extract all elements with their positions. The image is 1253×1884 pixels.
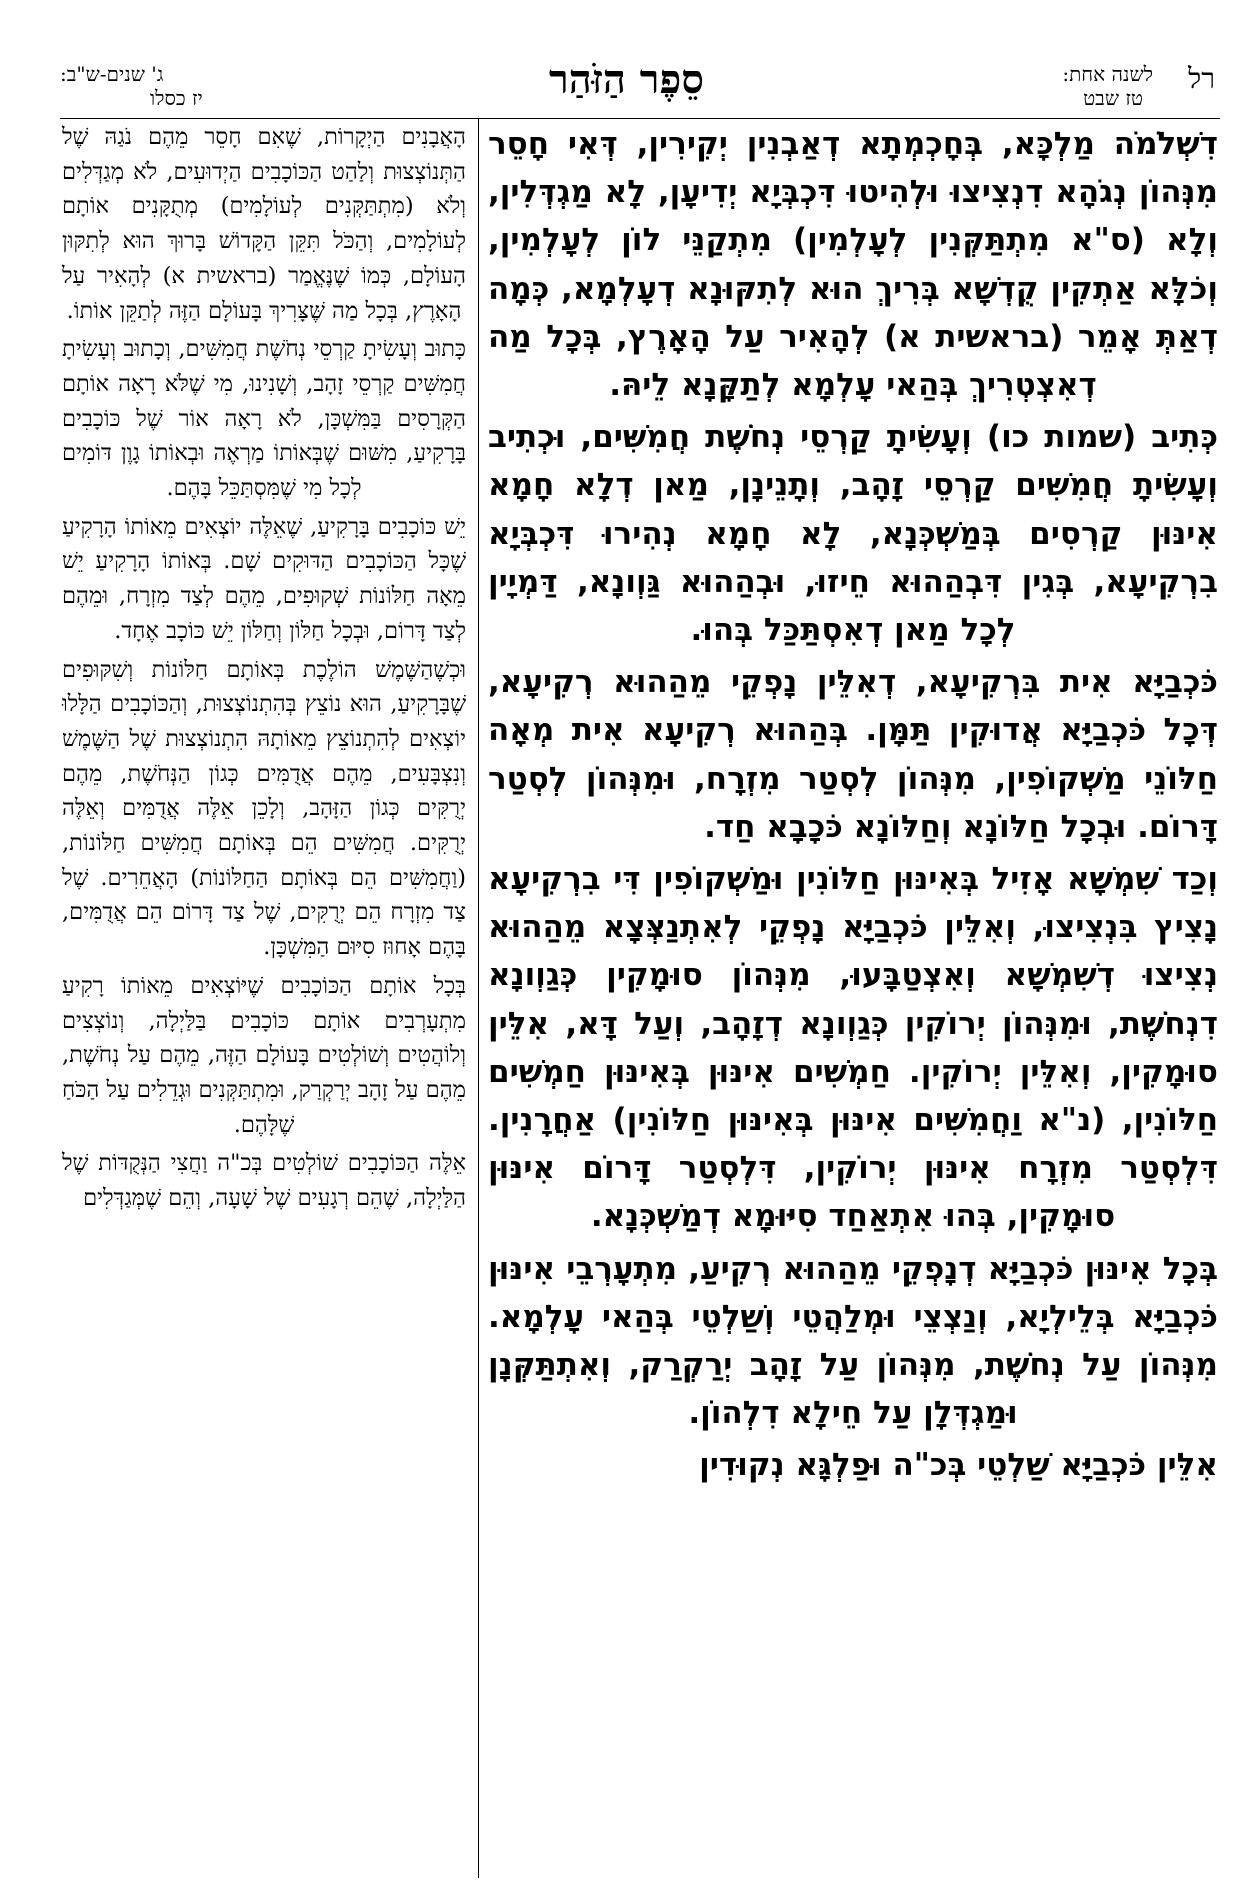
side-paragraph: אֵלֶּה הַכּוֹכָבִים שׁוֹלְטִים בְּכ"ה וַחֲצִי הַנְּקֻדּוֹת שֶׁל הַלַּיְלָה, שֶׁהֵם רְגָעִים שֶׁל שָׁעָה, וְהֵם שֶׁמְּגַדְּלִים — [62, 1150, 466, 1212]
header-right-schedule: לשנה אחת: — [1062, 62, 1153, 86]
side-paragraph: וּכְשֶׁהַשֶּׁמֶשׁ הוֹלֶכֶת בְּאוֹתָם חַלּוֹנוֹת וְשִׁקּוּפִים שֶׁבָּרָקִיעַ, הוּא נוֹצֵץ בְּהִתְנוֹצְצוּת, וְהַכּוֹכָבִים הַלָּלוּ יוֹצְאִים לְהִתְנוֹצֵץ מֵאוֹתָהּ הִתְנוֹצְצוּת שֶׁל הַשֶּׁמֶשׁ וְנִצְבָּעִים, מֵהֶם אֲדֻמִּים כְּגוֹן הַנְּחֹשֶׁת, מֵהֶם יְרֻקִּים כְּגוֹן הַזָּהָב, וְלָכֵן אֵלֶּה אֲדֻמִּים וְאֵלֶּה יְרֻקִּים. חֲמִשִּׁים הֵם בְּאוֹתָם חֲמִשִּׁים חַלּוֹנוֹת, (וַחֲמִשִּׁים הֵם בְּאוֹתָם הַחַלּוֹנוֹת) הָאֲחֵרִים. שֶׁל צַד מִזְרָח הֵם יְרֻקִּים, שֶׁל צַד דָּרוֹם הֵם אֲדֻמִּים, בָּהֶם אָחוּז סִיּוּם הַמִּשְׁכָּן. — [62, 656, 466, 961]
side-paragraph: כָּתוּב וְעָשִׂיתָ קַרְסֵי נְחֹשֶׁת חֲמִשִּׁים, וְכָתוּב וְעָשִׂיתָ חֲמִשִּׁים קַרְסֵי זָהָב, וְשָׁנִינוּ, מִי שֶׁלֹּא רָאָה אוֹתָם הַקְּרָסִים בַּמִּשְׁכָּן, לֹא רָאָה אוֹר שֶׁל כּוֹכָבִים בָּרָקִיעַ, מִשּׁוּם שֶׁבְּאוֹתוֹ מַרְאֶה וּבְאוֹתוֹ גָוֶן דּוֹמִים לְכָל מִי שֶׁמִּסְתַּכֵּל בָּהֶם. — [62, 336, 466, 502]
header-left-date: יז כסלו — [150, 86, 203, 110]
main-paragraph: כְּתִיב (שמות כו) וְעָשִׂיתָ קַרְסֵי נְחֹשֶׁת חֲמִשִּׁים, וּכְתִיב וְעָשִׂיתָ חֲמִשִּׁים קַרְסֵי זָהָב, וְתָנֵינָן, מַאן דְלָא חָמָא אִינּוּן קַרְסִים בְּמַשְׁכְּנָא, לָא חָמָא נְהִירוּ דִּכְבְּיָא בִרְקִיעָא, בְּגִין דִּבְהַהוּא חֵיזוּ, וּבְהַהוּא גַּוְונָא, דַּמְיָין לְכָל מַאן דְאִסְתַּכַּל בְּהוּ. — [488, 419, 1218, 649]
main-paragraph: כֹּכְבַיָּא אִית בִּרְקִיעָא, דְאִלֵּין נָפְקֵי מֵהַהוּא רְקִיעָא, דְּכָל כֹּכְבַיָּא אֲדוּקִין תַּמָּן. בְּהַהוּא רְקִיעָא אִית מְאָה חַלּוֹנֵי מַשְׁקוֹפִין, מִנְּהוֹן לְסְטַר מִזְרָח, וּמִנְּהוֹן לְסְטַר דָּרוֹם. וּבְכָל חַלּוֹנָא וְחַלּוֹנָא כֹּכָבָא חַד. — [488, 664, 1218, 845]
page-header — [0, 0, 1253, 118]
main-paragraph: אִלֵּין כֹּכְבַיָּא שַׁלְטֵי בְּכ"ה וּפַלְגָּא נְקוּדִין — [699, 1447, 1218, 1484]
main-paragraph: דִשְׁלֹמֹה מַלְכָּא, בְּחָכְמְתָא דְאַבְנִין יְקִירִין, דְּאִי חָסֵר מִנְּהוֹן נְגֹהָא דִנְצִיצוּ וּלְהִיטוּ דִּכְבְּיָא יְדִיעָן, לָא מַגְדְּלִין, וְלָא (ס"א מִתְתַּקְּנִין לְעָלְמִין) מִתְקַנֵּי לוֹן לְעָלְמִין, וְכֹלָּא אַתְקִין קֻדְשָׁא בְּרִיךְ הוּא לְתִקּוּנָא דְעָלְמָא, כְּמָה דְאַתְּ אָמֵר (בראשית א) לְהָאִיר עַל הָאָרֶץ, בְּכָל מַה דְאִצְטְרִיךְ בְּהַאי עָלְמָא לְתַקָּנָא לֵיהּ. — [488, 126, 1218, 404]
book-title: סֵפֶר הַזֹּהַר — [549, 56, 704, 103]
header-right-date: טז שבט — [1083, 86, 1143, 110]
aramaic-column — [488, 120, 1218, 1494]
header-left-schedule: ג' שנים-ש"ב: — [60, 62, 164, 86]
side-paragraph: הָאֲבָנִים הַיְקָרוֹת, שֶׁאִם חָסֵר מֵהֶם נֹגַהּ שֶׁל הַתְּנוֹצְצוּת וְלַהַט הַכּוֹכָבִים הַיְדוּעִים, לֹא מְגַדְּלִים וְלֹא (מִתְתַּקְּנִים לְעוֹלָמִים) מְתֻקָּנִים אוֹתָם לְעוֹלָמִים, וְהַכֹּל תִּקֵּן הַקָּדוֹשׁ בָּרוּךְ הוּא לְתִקּוּן הָעוֹלָם, כְּמוֹ שֶׁנֶּאֱמַר (בראשית א) לְהָאִיר עַל הָאָרֶץ, בְּכָל מַה שֶּׁצָּרִיךְ בָּעוֹלָם הַזֶּה לְתַקֵּן אוֹתוֹ. — [62, 124, 466, 324]
header-divider — [60, 118, 1220, 119]
main-paragraph: וְכַד שִׁמְשָׁא אָזִיל בְּאִינּוּן חַלּוֹנִין וּמַשְׁקוֹפִין דִּי בִרְקִיעָא נָצִיץ בִּנְצִיצוּ, וְאִלֵּין כֹּכְבַיָּא נָפְקֵי לְאִתְנַצְּצָא מֵהַהוּא נְצִיצוּ דְשִׁמְשָׁא וְאִצְטַבָּעוּ, מִנְּהוֹן סוּמָקִין כְּגַוְונָא דִנְחֹשֶׁת, וּמִנְּהוֹן יְרוֹקִין כְּגַוְונָא דְזָהָב, וְעַל דָּא, אִלֵּין סוּמָקִין, וְאִלֵּין יְרוֹקִין. חַמְשִׁים אִינּוּן בְּאִינּוּן חַמְשִׁים חַלּוֹנִין, (נ"א וַחֲמִשִּׁים אִינּוּן בְּאִינּוּן חַלּוֹנִין) אַחֲרָנִין. דִּלְסְטַר מִזְרָח אִינּוּן יְרוֹקִין, דִּלְסְטַר דָּרוֹם אִינּוּן סוּמָקִין, בְּהוּ אִתְאַחַד סִיּוּמָא דְמַשְׁכְּנָא. — [488, 861, 1218, 1235]
side-paragraph: בְּכָל אוֹתָם הַכּוֹכָבִים שֶׁיּוֹצְאִים מֵאוֹתוֹ רָקִיעַ מִתְעָרְבִים אוֹתָם כּוֹכָבִים בַּלַּיְלָה, וְנוֹצְצִים וְלוֹהֲטִים וְשׁוֹלְטִים בָּעוֹלָם הַזֶּה, מֵהֶם עַל נְחֹשֶׁת, מֵהֶם עַל זָהָב יְרַקְרַק, וּמִתְתַּקְּנִים וּגְדֵלִים עַל הַכֹּחַ שֶׁלָּהֶם. — [62, 972, 466, 1138]
hebrew-translation-column — [62, 120, 466, 1220]
side-paragraph: יֵשׁ כּוֹכָבִים בָּרָקִיעַ, שֶׁאֵלֶּה יוֹצְאִים מֵאוֹתוֹ הָרָקִיעַ שֶׁכָּל הַכּוֹכָבִים הַדּוּקִים שָׁם. בְּאוֹתוֹ הָרָקִיעַ יֵשׁ מֵאָה חַלּוֹנוֹת שְׁקוּפִים, מֵהֶם לְצַד מִזְרָח, וּמֵהֶם לְצַד דָּרוֹם, וּבְכָל חַלּוֹן וְחַלּוֹן יֵשׁ כּוֹכָב אֶחָד. — [62, 513, 466, 644]
column-divider — [478, 118, 479, 1878]
page-number: רל — [1188, 62, 1215, 95]
main-paragraph: בְּכָל אִינּוּן כֹּכְבַיָּא דְנָפְקֵי מֵהַהוּא רְקִיעַ, מִתְעָרְבֵי אִינּוּן כֹּכְבַיָּא בְּלֵילְיָא, וְנַצְצֵי וּמְלַהֲטֵי וְשַׁלְטֵי בְּהַאי עָלְמָא. מִנְּהוֹן עַל נְחֹשֶׁת, מִנְּהוֹן עַל זָהָב יְרַקְרַק, וְאִתְתַּקְּנָן וּמַגְדְּלָן עַל חֵילָא דִלְהוֹן. — [488, 1250, 1218, 1432]
